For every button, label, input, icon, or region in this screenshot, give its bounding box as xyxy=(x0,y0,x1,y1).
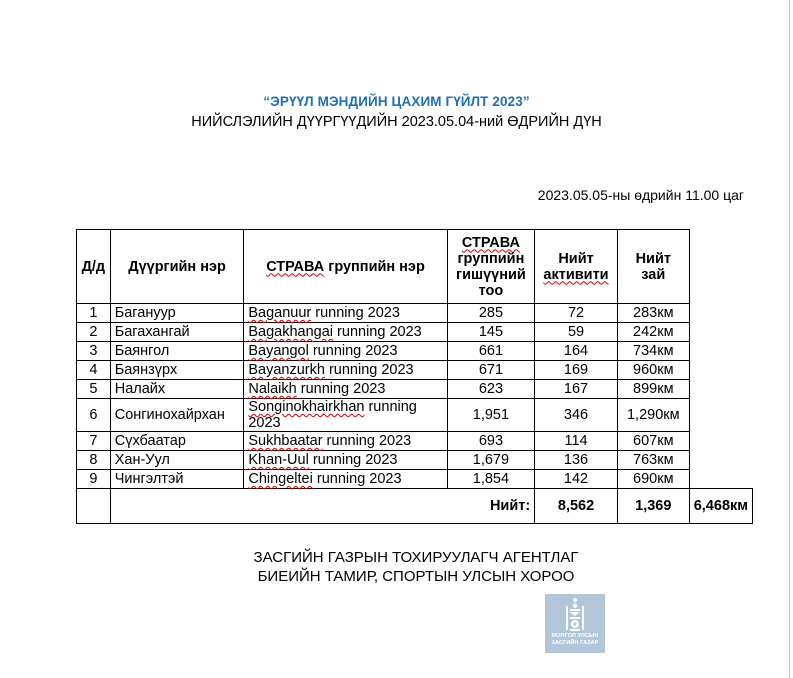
row-group-word: Nalaikh xyxy=(248,381,297,397)
row-no: 4 xyxy=(77,361,111,380)
row-group-rest: running 2023 xyxy=(311,305,400,321)
col-header-group xyxy=(244,230,447,304)
row-no: 5 xyxy=(77,380,111,399)
total-distance: 6,468км xyxy=(689,489,752,524)
row-distance: 763км xyxy=(617,451,689,470)
row-members: 145 xyxy=(447,323,535,342)
row-group-word: Bagakhangai xyxy=(248,324,334,340)
row-members: 693 xyxy=(447,432,535,451)
row-activities: 346 xyxy=(535,399,618,432)
row-group-word: Baganuur xyxy=(248,305,312,321)
row-group-rest: running 2023 xyxy=(324,362,414,378)
col-header-district: Дүүргийн нэр xyxy=(110,230,244,304)
row-group-rest: running 2023 xyxy=(322,433,412,449)
row-group-word: Bayangol xyxy=(248,343,309,359)
government-emblem xyxy=(545,594,605,653)
row-members: 1,679 xyxy=(447,451,535,470)
row-no: 9 xyxy=(77,470,111,489)
total-members: 8,562 xyxy=(535,489,618,524)
footer-agency: ЗАСГИЙН ГАЗРЫН ТОХИРУУЛАГЧ АГЕНТЛАГ xyxy=(253,549,579,566)
row-district: Налайх xyxy=(110,380,244,399)
table-row xyxy=(77,451,753,470)
results-table xyxy=(76,229,753,524)
row-group xyxy=(244,470,447,489)
row-activities: 114 xyxy=(535,432,618,451)
row-distance: 1,290км xyxy=(617,399,689,432)
page-subtitle: НИЙСЛЭЛИЙН ДҮҮРГҮҮДИЙН 2023.05.04-ний ӨДРИЙН ДҮН xyxy=(191,114,602,130)
table-header-row xyxy=(77,230,753,304)
row-group xyxy=(244,380,447,399)
total-label: Нийт: xyxy=(110,489,534,524)
table-row xyxy=(77,323,753,342)
col-header-activities xyxy=(535,230,618,304)
row-group-word: Songinokhairkhan xyxy=(248,399,365,415)
col-header-group-rest: группийн нэр xyxy=(324,258,425,275)
report-datetime: 2023.05.05-ны өдрийн 11.00 цаг xyxy=(537,187,744,203)
row-district: Сонгинохайрхан xyxy=(110,399,244,432)
row-no: 6 xyxy=(77,399,111,432)
row-group-word: Khan-Uul xyxy=(248,452,309,468)
row-members: 1,951 xyxy=(447,399,535,432)
table-row xyxy=(77,342,753,361)
row-group xyxy=(244,342,447,361)
row-district: Чингэлтэй xyxy=(110,470,244,489)
total-activities: 1,369 xyxy=(617,489,689,524)
col-header-activities-l1: Нийт xyxy=(558,250,594,267)
row-distance: 734км xyxy=(617,342,689,361)
row-members: 1,854 xyxy=(447,470,535,489)
row-members: 671 xyxy=(447,361,535,380)
row-activities: 136 xyxy=(535,451,618,470)
row-group-rest: running 2023 xyxy=(248,399,417,431)
row-no: 7 xyxy=(77,432,111,451)
row-activities: 164 xyxy=(535,342,618,361)
col-header-members-rest: группийн гишүүний тоо xyxy=(456,250,526,299)
emblem-line2: ЗАСГИЙН ГАЗАР xyxy=(551,640,599,646)
row-group xyxy=(244,432,447,451)
col-header-distance-l2: зай xyxy=(641,266,666,283)
row-group xyxy=(244,323,447,342)
row-group-rest: running 2023 xyxy=(333,324,422,340)
table-row xyxy=(77,470,753,489)
col-header-distance-l1: Нийт xyxy=(635,250,671,267)
total-empty-cell xyxy=(77,489,111,524)
row-group-rest: running 2023 xyxy=(312,471,402,487)
col-header-group-prefix: СТРАВА xyxy=(266,258,325,275)
row-group-word: Sukhbaatar xyxy=(248,433,323,449)
row-activities: 72 xyxy=(535,304,618,323)
row-group xyxy=(244,451,447,470)
row-members: 623 xyxy=(447,380,535,399)
row-no: 1 xyxy=(77,304,111,323)
row-group-word: Bayanzurkh xyxy=(248,362,325,378)
row-district: Багануур xyxy=(110,304,244,323)
col-header-distance xyxy=(617,230,689,304)
row-group xyxy=(244,361,447,380)
table-row xyxy=(77,432,753,451)
col-header-no: Д/д xyxy=(77,230,111,304)
row-distance: 607км xyxy=(617,432,689,451)
row-no: 2 xyxy=(77,323,111,342)
row-no: 3 xyxy=(77,342,111,361)
row-group-word: Chingeltei xyxy=(248,471,313,487)
row-distance: 899км xyxy=(617,380,689,399)
table-body xyxy=(77,304,753,524)
row-district: Баянзүрх xyxy=(110,361,244,380)
row-district: Багахангай xyxy=(110,323,244,342)
col-header-members-prefix: СТРАВА xyxy=(461,234,520,251)
row-district: Баянгол xyxy=(110,342,244,361)
row-group-rest: running 2023 xyxy=(296,381,386,397)
row-distance: 242км xyxy=(617,323,689,342)
col-header-members xyxy=(447,230,535,304)
table-row xyxy=(77,399,753,432)
row-group xyxy=(244,304,447,323)
table-row xyxy=(77,380,753,399)
total-row xyxy=(77,489,753,524)
table-row xyxy=(77,304,753,323)
row-no: 8 xyxy=(77,451,111,470)
row-activities: 167 xyxy=(535,380,618,399)
footer-committee: БИЕИЙН ТАМИР, СПОРТЫН УЛСЫН ХОРОО xyxy=(257,568,575,585)
row-group xyxy=(244,399,447,432)
row-district: Сүхбаатар xyxy=(110,432,244,451)
row-activities: 59 xyxy=(535,323,618,342)
row-members: 661 xyxy=(447,342,535,361)
row-members: 285 xyxy=(447,304,535,323)
row-distance: 283км xyxy=(617,304,689,323)
row-activities: 169 xyxy=(535,361,618,380)
page-title: “ЭРҮҮЛ МЭНДИЙН ЦАХИМ ГҮЙЛТ 2023” xyxy=(263,94,530,109)
row-activities: 142 xyxy=(535,470,618,489)
emblem-line1: МОНГОЛ УЛСЫН xyxy=(551,633,599,639)
row-distance: 690км xyxy=(617,470,689,489)
row-distance: 960км xyxy=(617,361,689,380)
table-row xyxy=(77,361,753,380)
col-header-activities-l2: активити xyxy=(543,266,609,283)
row-district: Хан-Уул xyxy=(110,451,244,470)
row-group-rest: running 2023 xyxy=(308,343,398,359)
row-group-rest: running 2023 xyxy=(308,452,398,468)
